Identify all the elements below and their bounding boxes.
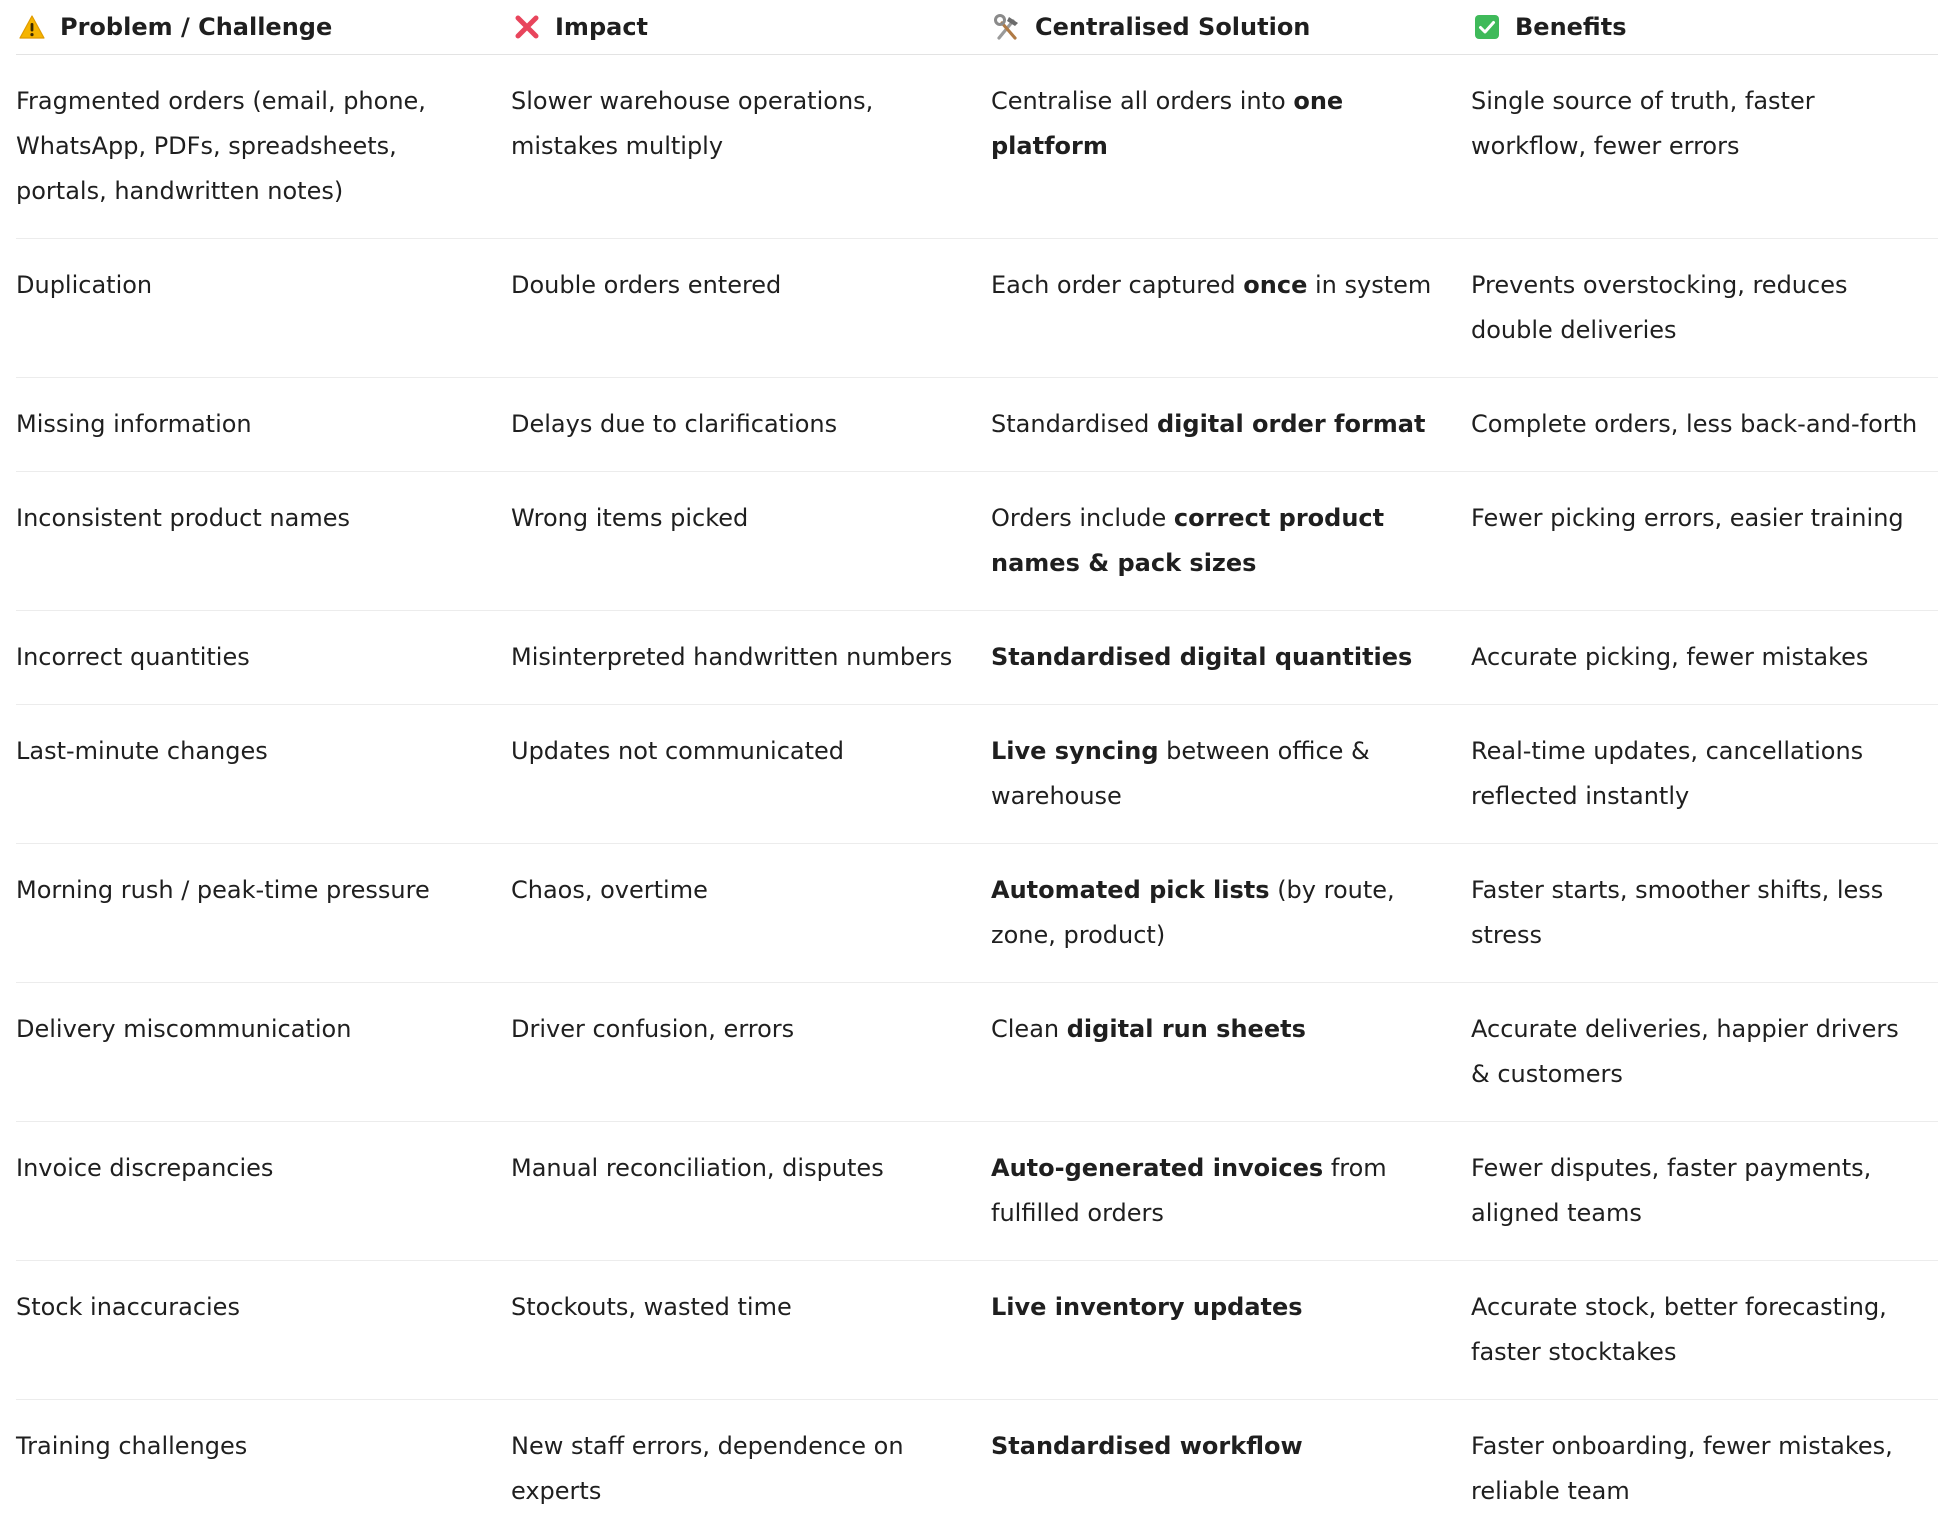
cell-problem: Duplication	[16, 271, 153, 299]
cell-impact: Misinterpreted handwritten numbers	[511, 643, 953, 671]
cell-impact: Updates not communicated	[511, 737, 845, 765]
table-body	[16, 55, 1938, 1538]
cell-impact: Double orders entered	[511, 271, 782, 299]
cell-problem: Incorrect quantities	[16, 643, 250, 671]
cell-benefits: Single source of truth, faster workflow, fewer errors	[1471, 87, 1815, 160]
warning-icon	[18, 13, 46, 41]
cell-benefits: Real-time updates, cancellations reflected instantly	[1471, 737, 1864, 810]
cell-benefits: Faster starts, smoother shifts, less stress	[1471, 876, 1884, 949]
cell-problem: Fragmented orders (email, phone, WhatsApp, PDFs, spreadsheets, portals, handwritten notes)	[16, 87, 426, 205]
cell-benefits: Fewer disputes, faster payments, aligned teams	[1471, 1154, 1872, 1227]
cell-problem: Missing information	[16, 410, 252, 438]
table-row	[16, 611, 1938, 705]
cell-impact: Chaos, overtime	[511, 876, 708, 904]
cell-problem: Stock inaccuracies	[16, 1293, 240, 1321]
cell-solution: Standardised workflow	[991, 1432, 1303, 1460]
cell-problem: Last-minute changes	[16, 737, 268, 765]
check-mark-icon	[1473, 13, 1501, 41]
cell-solution: Clean digital run sheets	[991, 1015, 1306, 1043]
table-row	[16, 983, 1938, 1122]
cell-solution: Standardised digital quantities	[991, 643, 1413, 671]
table-row	[16, 844, 1938, 983]
cell-problem: Training challenges	[16, 1432, 248, 1460]
cell-impact: New staff errors, dependence on experts	[511, 1432, 904, 1505]
header-problem-label: Problem / Challenge	[60, 13, 333, 41]
hammer-wrench-icon	[993, 13, 1021, 41]
cell-solution: Centralise all orders into one platform	[991, 87, 1344, 160]
cell-impact: Manual reconciliation, disputes	[511, 1154, 884, 1182]
comparison-table	[16, 0, 1938, 1538]
cell-solution: Each order captured once in system	[991, 271, 1432, 299]
cell-benefits: Complete orders, less back-and-forth	[1471, 410, 1918, 438]
table-row	[16, 1122, 1938, 1261]
table-row	[16, 378, 1938, 472]
cell-solution: Live syncing between office & warehouse	[991, 737, 1370, 810]
cell-impact: Stockouts, wasted time	[511, 1293, 792, 1321]
cell-benefits: Prevents overstocking, reduces double deliveries	[1471, 271, 1848, 344]
cell-solution: Standardised digital order format	[991, 410, 1426, 438]
cell-solution: Orders include correct product names & pack sizes	[991, 504, 1385, 577]
header-impact	[511, 0, 991, 54]
cell-solution: Auto-generated invoices from fulfilled orders	[991, 1154, 1387, 1227]
table-row	[16, 55, 1938, 239]
header-benefits-label: Benefits	[1515, 13, 1627, 41]
header-impact-label: Impact	[555, 13, 649, 41]
cell-problem: Invoice discrepancies	[16, 1154, 274, 1182]
cross-mark-icon	[513, 13, 541, 41]
cell-solution: Live inventory updates	[991, 1293, 1303, 1321]
cell-benefits: Fewer picking errors, easier training	[1471, 504, 1904, 532]
cell-problem: Delivery miscommunication	[16, 1015, 352, 1043]
table-row	[16, 705, 1938, 844]
cell-benefits: Accurate deliveries, happier drivers & customers	[1471, 1015, 1899, 1088]
table-row	[16, 239, 1938, 378]
cell-impact: Driver confusion, errors	[511, 1015, 795, 1043]
header-solution	[991, 0, 1471, 54]
cell-problem: Inconsistent product names	[16, 504, 350, 532]
cell-impact: Slower warehouse operations, mistakes multiply	[511, 87, 874, 160]
header-problem	[16, 0, 511, 54]
header-solution-label: Centralised Solution	[1035, 13, 1311, 41]
cell-impact: Delays due to clarifications	[511, 410, 838, 438]
table-row	[16, 472, 1938, 611]
cell-problem: Morning rush / peak-time pressure	[16, 876, 430, 904]
table-row	[16, 1400, 1938, 1538]
header-benefits	[1471, 0, 1938, 54]
cell-benefits: Faster onboarding, fewer mistakes, reliable team	[1471, 1432, 1893, 1505]
cell-solution: Automated pick lists (by route, zone, product)	[991, 876, 1395, 949]
cell-benefits: Accurate picking, fewer mistakes	[1471, 643, 1869, 671]
table-header	[16, 0, 1938, 55]
table-row	[16, 1261, 1938, 1400]
cell-impact: Wrong items picked	[511, 504, 749, 532]
cell-benefits: Accurate stock, better forecasting, faster stocktakes	[1471, 1293, 1887, 1366]
